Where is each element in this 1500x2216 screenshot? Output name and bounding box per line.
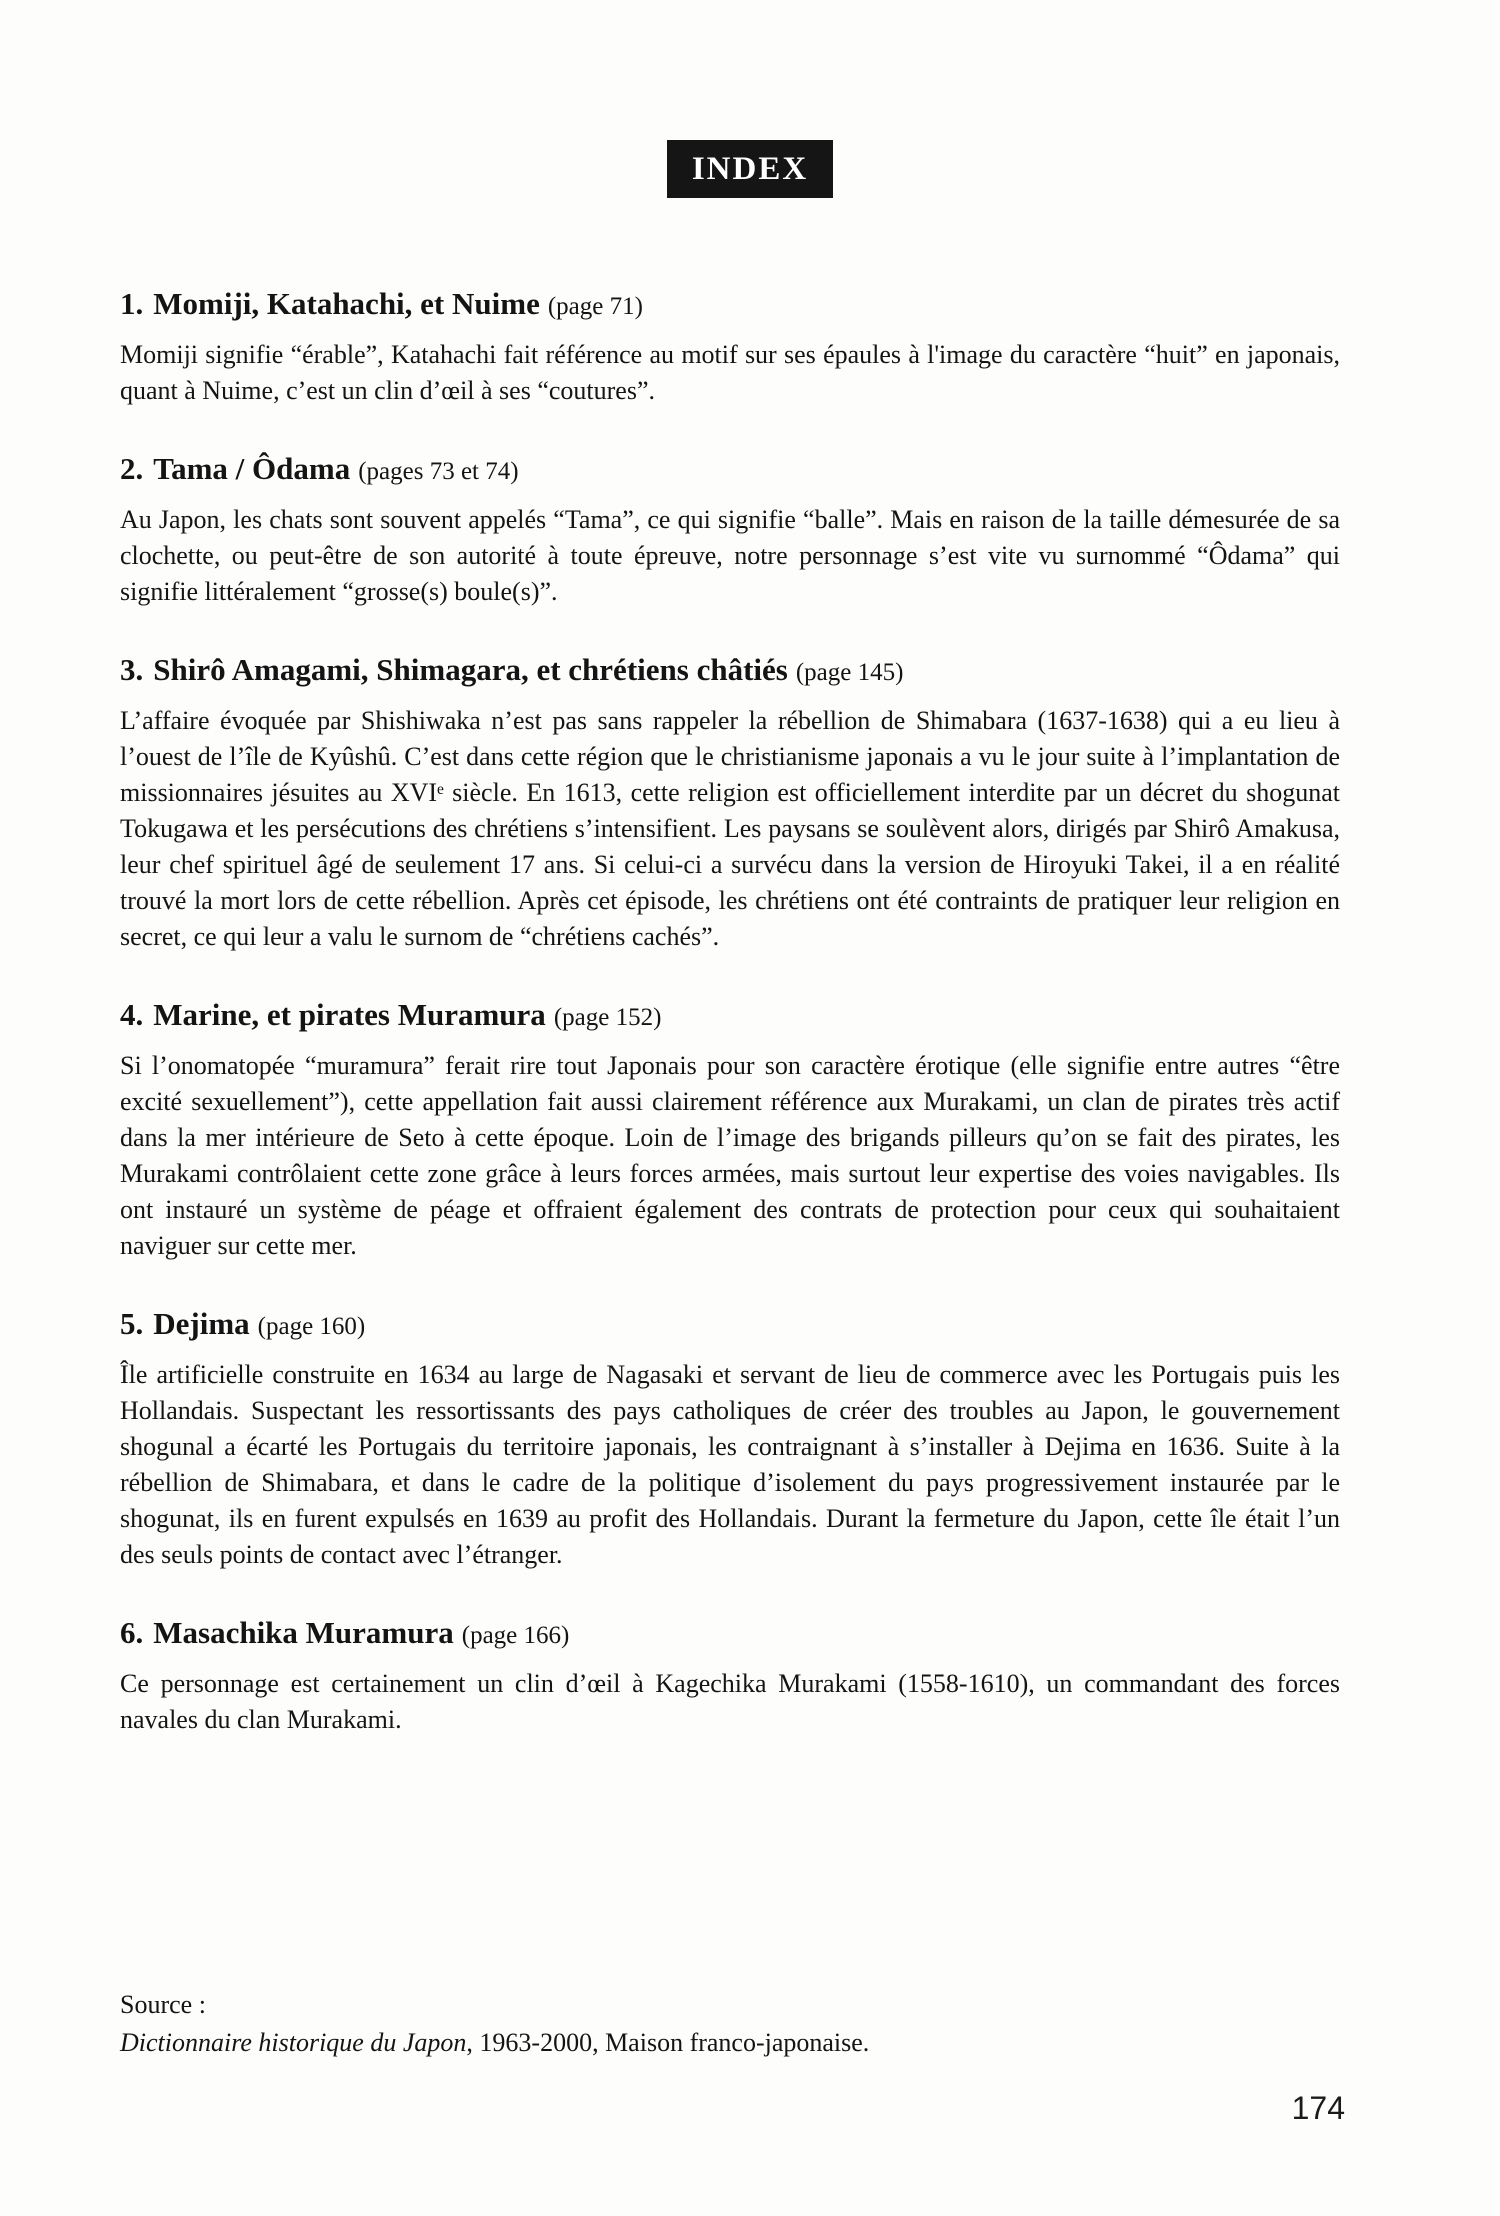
entry-body: Au Japon, les chats sont souvent appelés “Tama”, ce qui signifie “balle”. Mais en raison de la taille démesurée de sa clochette, ou peut-être de son autorité à toute épreuve, notre personnage s’est vite vu surnommé “Ôdama” qui signifie littéralement “grosse(s) boule(s)”. — [120, 505, 1340, 606]
index-entry — [120, 1613, 1340, 1738]
index-header-title: INDEX — [691, 150, 809, 187]
index-entry — [120, 1304, 1340, 1573]
index-entry — [120, 650, 1340, 955]
entry-title: Tama / Ôdama — [153, 451, 351, 486]
index-header-box — [667, 140, 833, 198]
source-work-title: Dictionnaire historique du Japon — [120, 2028, 467, 2057]
entry-body: Si l’onomatopée “muramura” ferait rire tout Japonais pour son caractère érotique (elle signifie entre autres “être excité sexuellement”), cette appellation fait aussi clairement référence aux Murakami, un clan de pirates très actif dans la mer intérieure de Seto à cette époque. Loin de l’image des brigands pilleurs qu’on se fait des pirates, les Murakami contrôlaient cette zone grâce à leurs forces armées, mais surtout leur expertise des voies navigables. Ils ont instauré un système de péage et offraient également des contrats de protection pour ceux qui souhaitaient naviguer sur cette mer. — [120, 1051, 1340, 1260]
entry-page-ref: (page 71) — [547, 293, 643, 320]
index-content — [120, 284, 1340, 1738]
entry-page-ref: (pages 73 et 74) — [358, 458, 519, 485]
entry-number: 6. — [120, 1615, 144, 1650]
entry-number: 4. — [120, 997, 144, 1032]
index-entry — [120, 449, 1340, 610]
book-page — [0, 140, 1500, 2216]
entry-title: Masachika Muramura — [153, 1615, 454, 1650]
entry-page-ref: (page 166) — [461, 1622, 570, 1649]
entry-number: 3. — [120, 652, 144, 687]
entry-heading — [120, 284, 1340, 327]
index-entry — [120, 995, 1340, 1264]
entry-body: Momiji signifie “érable”, Katahachi fait référence au motif sur ses épaules à l'image du caractère “huit” en japonais, quant à Nuime, c’est un clin d’œil à ses “coutures”. — [120, 340, 1340, 405]
entry-body: Ce personnage est certainement un clin d’œil à Kagechika Murakami (1558-1610), un commandant des forces navales du clan Murakami. — [120, 1669, 1340, 1734]
entry-page-ref: (page 145) — [795, 659, 904, 686]
entry-title: Marine, et pirates Muramura — [153, 997, 546, 1032]
source-block — [120, 1986, 1340, 2062]
entry-heading — [120, 650, 1340, 693]
source-label: Source : — [120, 1990, 206, 2019]
source-citation — [120, 2024, 1340, 2062]
entry-heading — [120, 449, 1340, 492]
entry-page-ref: (page 160) — [257, 1313, 366, 1340]
entry-heading — [120, 1304, 1340, 1347]
entry-heading — [120, 1613, 1340, 1656]
page-number: 174 — [1291, 2090, 1345, 2126]
entry-number: 5. — [120, 1306, 144, 1341]
entry-body: L’affaire évoquée par Shishiwaka n’est pas sans rappeler la rébellion de Shimabara (1637-1638) qui a eu lieu à l’ouest de l’île de Kyûshû. C’est dans cette région que le christianisme japonais a vu le jour suite à l’implantation de missionnaires jésuites au XVIᵉ siècle. En 1613, cette religion est officiellement interdite par un décret du shogunat Tokugawa et les persécutions des chrétiens s’intensifient. Les paysans se soulèvent alors, dirigés par Shirô Amakusa, leur chef spirituel âgé de seulement 17 ans. Si celui-ci a survécu dans la version de Hiroyuki Takei, il a en réalité trouvé la mort lors de cette rébellion. Après cet épisode, les chrétiens ont été contraints de pratiquer leur religion en secret, ce qui leur a valu le surnom de “chrétiens cachés”. — [120, 706, 1340, 951]
entry-number: 2. — [120, 451, 144, 486]
source-details: , 1963-2000, Maison franco-japonaise. — [466, 2028, 870, 2057]
entry-heading — [120, 995, 1340, 1038]
index-entry — [120, 284, 1340, 409]
entry-title: Momiji, Katahachi, et Nuime — [153, 286, 540, 321]
entry-page-ref: (page 152) — [553, 1004, 662, 1031]
entry-title: Shirô Amagami, Shimagara, et chrétiens châtiés — [153, 652, 788, 687]
entry-body: Île artificielle construite en 1634 au large de Nagasaki et servant de lieu de commerce avec les Portugais puis les Hollandais. Suspectant les ressortissants des pays catholiques de créer des troubles au Japon, le gouvernement shogunal a écarté les Portugais du territoire japonais, les contraignant à s’installer à Dejima en 1636. Suite à la rébellion de Shimabara, et dans le cadre de la politique d’isolement du pays progressivement instaurée par le shogunat, ils en furent expulsés en 1639 au profit des Hollandais. Durant la fermeture du Japon, cette île était l’un des seuls points de contact avec l’étranger. — [120, 1360, 1340, 1569]
entry-number: 1. — [120, 286, 144, 321]
entry-title: Dejima — [153, 1306, 250, 1341]
